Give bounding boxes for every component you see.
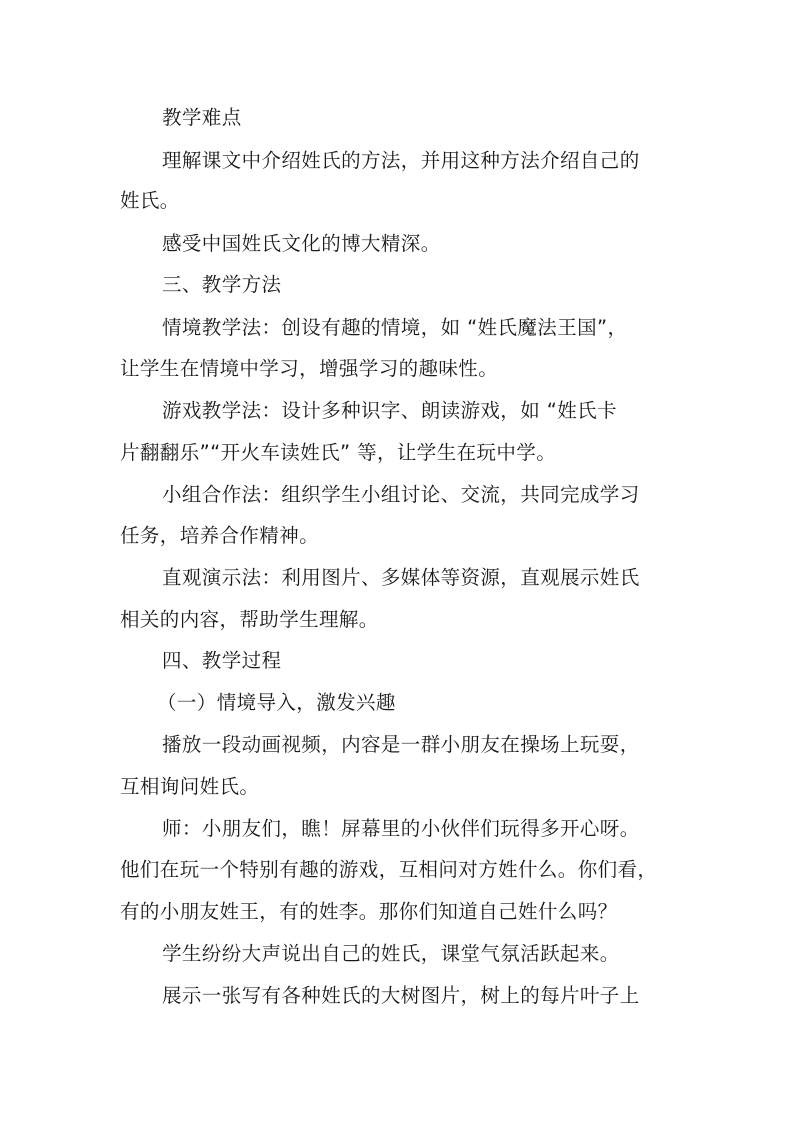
paragraph-line: 展示一张写有各种姓氏的大树图片，树上的每片叶子上 <box>162 984 640 1007</box>
paragraph-line: 直观演示法：利用图片、多媒体等资源，直观展示姓氏 <box>162 566 640 589</box>
paragraph-line: 姓氏。 <box>120 189 180 212</box>
section-heading-teaching-methods: 三、教学方法 <box>162 273 282 296</box>
paragraph-line: 任务，培养合作精神。 <box>120 524 320 547</box>
paragraph-line: 理解课文中介绍姓氏的方法，并用这种方法介绍自己的 <box>162 149 640 172</box>
subheading-teaching-difficulties: 教学难点 <box>162 106 242 129</box>
paragraph-line: 相关的内容，帮助学生理解。 <box>120 608 379 631</box>
paragraph-line: 播放一段动画视频，内容是一群小朋友在操场上玩耍， <box>162 733 640 756</box>
section-heading-teaching-process: 四、教学过程 <box>162 649 282 672</box>
paragraph-line: 片翻翻乐”“开火车读姓氏” 等，让学生在玩中学。 <box>120 441 557 464</box>
subsection-heading-intro: （一）情境导入，激发兴趣 <box>157 691 396 714</box>
paragraph-line: 他们在玩一个特别有趣的游戏，互相问对方姓什么。你们看， <box>120 858 658 881</box>
paragraph-line: 小组合作法：组织学生小组讨论、交流，共同完成学习 <box>162 483 640 506</box>
paragraph-line: 师：小朋友们，瞧！屏幕里的小伙伴们玩得多开心呀。 <box>162 817 640 840</box>
paragraph-line: 情境教学法：创设有趣的情境，如 “姓氏魔法王国”， <box>162 316 628 339</box>
paragraph-line: 让学生在情境中学习，增强学习的趣味性。 <box>120 357 499 380</box>
paragraph-line: 有的小朋友姓王，有的姓李。那你们知道自己姓什么吗？ <box>120 900 618 923</box>
paragraph-line: 互相询问姓氏。 <box>120 775 260 798</box>
paragraph-line: 学生纷纷大声说出自己的姓氏，课堂气氛活跃起来。 <box>162 942 620 965</box>
paragraph-line: 感受中国姓氏文化的博大精深。 <box>162 232 441 255</box>
paragraph-line: 游戏教学法：设计多种识字、朗读游戏，如 “姓氏卡 <box>162 399 617 422</box>
